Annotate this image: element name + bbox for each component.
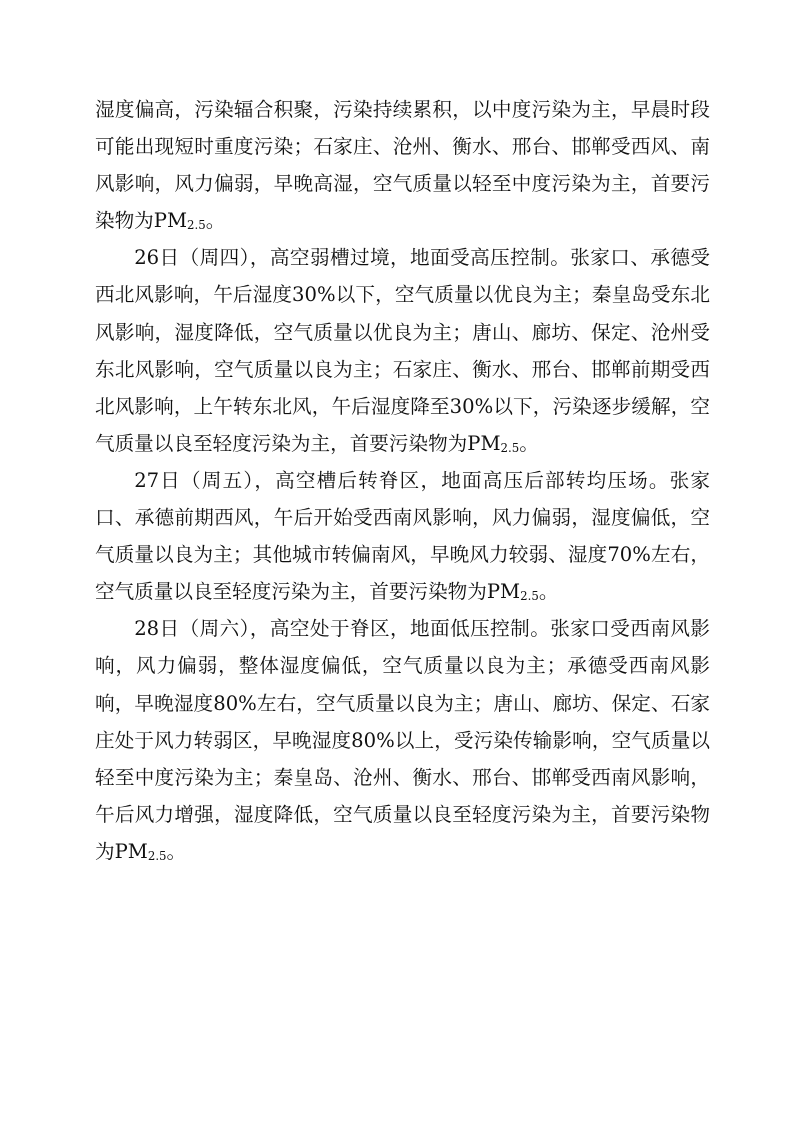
pollutant-name: PM [153, 209, 188, 233]
paragraph-text: 26日（周四），高空弱槽过境，地面受高压控制。张家口、承德受西北风影响，午后湿度30%以下，空气质量以优良为主；秦皇岛受东北风影响，湿度降低，空气质量以优良为主；唐山、廊坊、保定、沧州受东北风影响，空气质量以良为主；石家庄、衡水、邢台、邯郸前期受西北风影响，上午转东北风，午后湿度降至30%以下，污染逐步缓解，空气质量以良至轻度污染为主，首要污染物为 [95, 246, 710, 455]
pollutant-name: PM [467, 431, 501, 455]
sentence-end: 。 [538, 580, 559, 604]
paragraph-day-26 [95, 239, 710, 462]
paragraph-text: 27日（周五），高空槽后转脊区，地面高压后部转均压场。张家口、承德前期西风，午后开始受西南风影响，风力偏弱，湿度偏低，空气质量以良为主；其他城市转偏南风，早晚风力较弱、湿度70%左右，空气质量以良至轻度污染为主，首要污染物为 [95, 468, 710, 604]
pollutant-name: PM [486, 580, 521, 604]
paragraph-day-28 [95, 610, 710, 870]
sentence-end: 。 [166, 839, 187, 863]
paragraph-continuation [95, 91, 710, 239]
pollutant-name: PM [114, 839, 148, 863]
pollutant-subscript: 2.5 [500, 440, 520, 455]
pollutant-subscript: 2.5 [147, 848, 167, 863]
paragraph-text: 28日（周六），高空处于脊区，地面低压控制。张家口受西南风影响，风力偏弱，整体湿度偏低，空气质量以良为主；承德受西南风影响，早晚湿度80%左右，空气质量以良为主；唐山、廊坊、保定、石家庄处于风力转弱区，早晚湿度80%以上，受污染传输影响，空气质量以轻至中度污染为主；秦皇岛、沧州、衡水、邢台、邯郸受西南风影响，午后风力增强，湿度降低，空气质量以良至轻度污染为主，首要污染物为 [95, 617, 710, 863]
document-page [95, 91, 710, 870]
pollutant-subscript: 2.5 [520, 588, 539, 603]
pollutant-subscript: 2.5 [187, 218, 206, 233]
paragraph-day-27 [95, 462, 710, 610]
sentence-end: 。 [519, 431, 539, 455]
sentence-end: 。 [205, 209, 226, 233]
paragraph-text: 湿度偏高，污染辐合积聚，污染持续累积，以中度污染为主，早晨时段可能出现短时重度污染；石家庄、沧州、衡水、邢台、邯郸受西风、南风影响，风力偏弱，早晚高湿，空气质量以轻至中度污染为主，首要污染物为 [95, 98, 710, 233]
